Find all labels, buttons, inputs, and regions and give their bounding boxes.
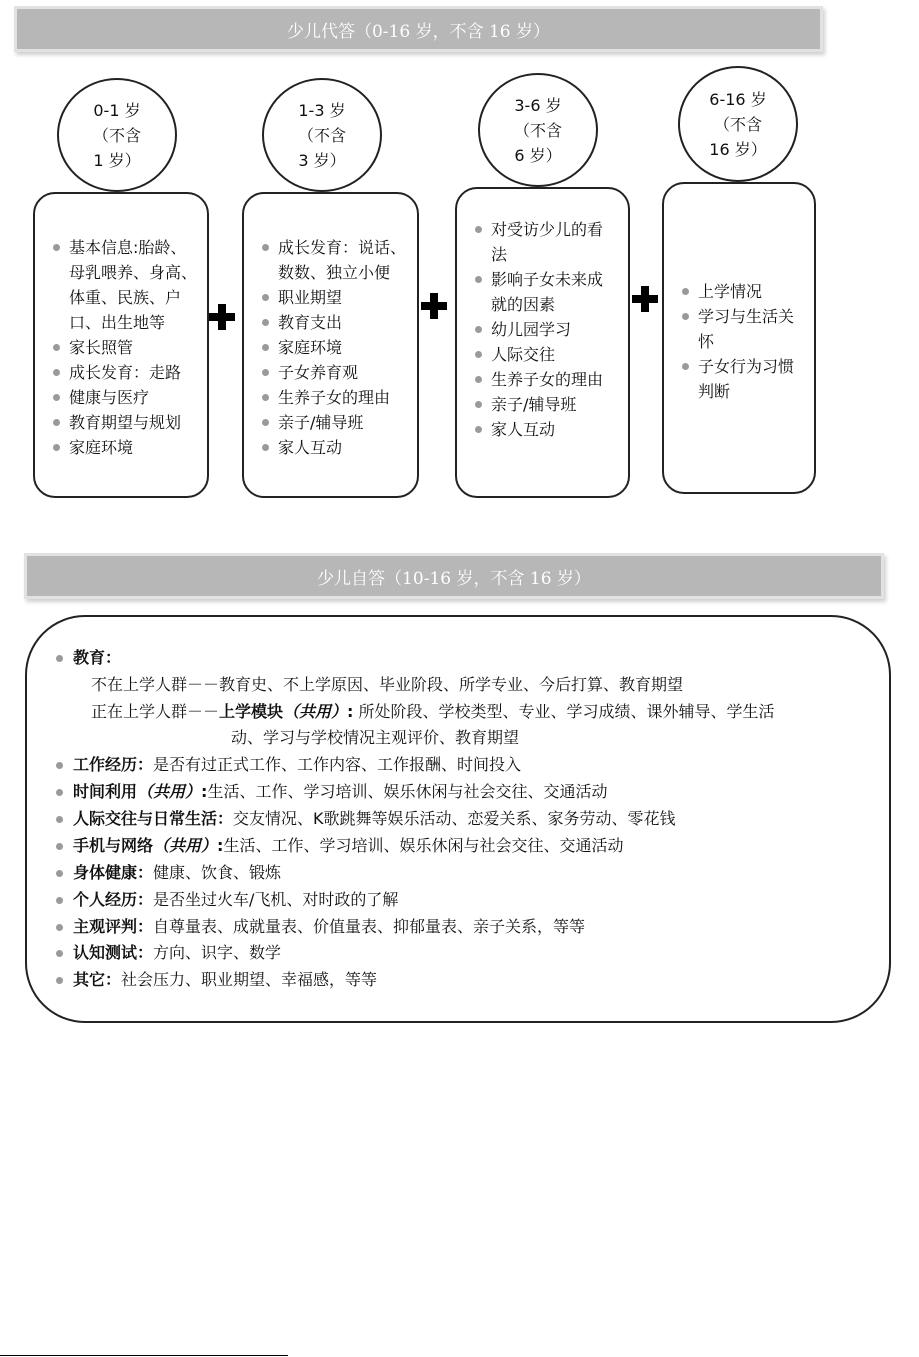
- topic-item: 教育支出: [260, 310, 410, 335]
- subjective-row: [53, 914, 585, 940]
- cognitive-row: [53, 940, 281, 966]
- time-row: 时间利用（共用）:生活、工作、学习培训、娱乐休闲与社会交往、交通活动: [53, 779, 607, 805]
- topic-item: 基本信息:胎龄、母乳喂养、身高、体重、民族、户口、出生地等: [51, 235, 199, 335]
- in-school-module-label: 上学模块: [219, 702, 284, 721]
- social-label: 人际交往与日常生活：: [73, 809, 234, 828]
- not-in-school-text: 不在上学人群－－教育史、不上学原因、毕业阶段、所学专业、今后打算、教育期望: [91, 675, 684, 694]
- shared-tag: （共用）: [283, 702, 348, 721]
- other-text: 社会压力、职业期望、幸福感，等等: [121, 970, 378, 989]
- topic-box-1-3: [242, 192, 419, 498]
- time-text: 生活、工作、学习培训、娱乐休闲与社会交往、交通活动: [207, 782, 608, 801]
- topic-item: 亲子/辅导班: [473, 392, 618, 417]
- age-range-label: 0-1 岁: [93, 100, 141, 120]
- topic-item: 家人互动: [473, 417, 618, 442]
- age-exclusion-label: （不含: [513, 120, 562, 140]
- topic-item: 人际交往: [473, 342, 618, 367]
- topic-item: 子女养育观: [260, 360, 410, 385]
- age-circle-0-1: [57, 78, 177, 192]
- work-text: 是否有过正式工作、工作内容、工作报酬、时间投入: [153, 755, 522, 774]
- topic-item: 健康与医疗: [51, 385, 199, 410]
- topic-item: 家庭环境: [260, 335, 410, 360]
- age-range-label: 1-3 岁: [298, 100, 346, 120]
- topic-item: 生养子女的理由: [473, 367, 618, 392]
- health-label: 身体健康：: [73, 863, 154, 882]
- self-answer-banner: 少儿自答（10-16 岁，不含 16 岁）: [27, 556, 881, 596]
- personal-text: 是否坐过火车/飞机、对时政的了解: [153, 890, 399, 909]
- age-range-label: 6-16 岁: [709, 89, 767, 109]
- work-label: 工作经历：: [73, 755, 154, 774]
- other-row: [53, 967, 377, 993]
- health-text: 健康、饮食、锻炼: [153, 863, 282, 882]
- plus-icon: [421, 293, 447, 319]
- social-text: 交友情况、K歌跳舞等娱乐活动、恋爱关系、家务劳动、零花钱: [233, 809, 676, 828]
- personal-row: [53, 887, 398, 913]
- other-label: 其它：: [73, 970, 122, 989]
- age-exclusion-label: （不含: [297, 125, 346, 145]
- topic-item: 教育期望与规划: [51, 410, 199, 435]
- topic-item: 家长照管: [51, 335, 199, 360]
- topic-item: 家庭环境: [51, 435, 199, 460]
- in-school-prefix: 正在上学人群－－: [91, 702, 220, 721]
- age-circle-6-16: [678, 66, 798, 182]
- time-label: 时间利用: [73, 782, 138, 801]
- age-exclusion-label: 3 岁）: [298, 150, 346, 170]
- work-row: [53, 752, 521, 778]
- plus-icon: [632, 286, 658, 312]
- footnote-divider: [0, 1355, 288, 1356]
- shared-tag: （共用）: [153, 836, 218, 855]
- not-in-school-row: [91, 672, 683, 698]
- topic-item: 生养子女的理由: [260, 385, 410, 410]
- social-row: [53, 806, 676, 832]
- topic-item: 上学情况: [680, 279, 804, 304]
- cognitive-text: 方向、识字、数学: [153, 943, 282, 962]
- shared-tag: （共用）: [137, 782, 202, 801]
- age-exclusion-label: 1 岁）: [93, 150, 141, 170]
- topic-item: 成长发育：说话、数数、独立小便: [260, 235, 410, 285]
- age-exclusion-label: （不含: [92, 125, 141, 145]
- education-row: [53, 645, 121, 671]
- self-answer-box: [25, 615, 891, 1023]
- phone-label: 手机与网络: [73, 836, 154, 855]
- plus-icon: [209, 304, 235, 330]
- age-range-label: 3-6 岁: [514, 95, 562, 115]
- in-school-continued-row: [231, 725, 519, 751]
- topic-item: 对受访少儿的看法: [473, 217, 618, 267]
- in-school-text: 所处阶段、学校类型、专业、学习成绩、课外辅导、学生活: [358, 702, 775, 721]
- topic-item: 子女行为习惯判断: [680, 354, 804, 404]
- health-row: [53, 860, 281, 886]
- in-school-row: 正在上学人群－－上学模块（共用）: 所处阶段、学校类型、专业、学习成绩、课外辅导、学生活: [91, 702, 775, 721]
- personal-label: 个人经历：: [73, 890, 154, 909]
- topic-item: 幼儿园学习: [473, 317, 618, 342]
- topic-item: 亲子/辅导班: [260, 410, 410, 435]
- topic-item: 职业期望: [260, 285, 410, 310]
- in-school-text-continued: 动、学习与学校情况主观评价、教育期望: [231, 728, 520, 747]
- age-exclusion-label: 16 岁）: [709, 139, 767, 159]
- age-circle-3-6: [478, 73, 598, 187]
- topic-box-3-6: [455, 187, 630, 498]
- subjective-label: 主观评判：: [73, 917, 154, 936]
- proxy-answer-banner: 少儿代答（0-16 岁，不含 16 岁）: [17, 9, 820, 49]
- age-exclusion-label: （不含: [713, 114, 762, 134]
- topic-box-6-16: [662, 182, 816, 494]
- age-exclusion-label: 6 岁）: [514, 145, 562, 165]
- cognitive-label: 认知测试：: [73, 943, 154, 962]
- topic-box-0-1: [33, 192, 209, 498]
- topic-item: 影响子女未来成就的因素: [473, 267, 618, 317]
- age-circle-1-3: [262, 78, 382, 192]
- topic-item: 家人互动: [260, 435, 410, 460]
- topic-item: 学习与生活关怀: [680, 304, 804, 354]
- phone-text: 生活、工作、学习培训、娱乐休闲与社会交往、交通活动: [223, 836, 624, 855]
- subjective-text: 自尊量表、成就量表、价值量表、抑郁量表、亲子关系，等等: [153, 917, 586, 936]
- phone-row: 手机与网络（共用）:生活、工作、学习培训、娱乐休闲与社会交往、交通活动: [53, 833, 623, 859]
- education-label: 教育：: [73, 648, 122, 667]
- topic-item: 成长发育：走路: [51, 360, 199, 385]
